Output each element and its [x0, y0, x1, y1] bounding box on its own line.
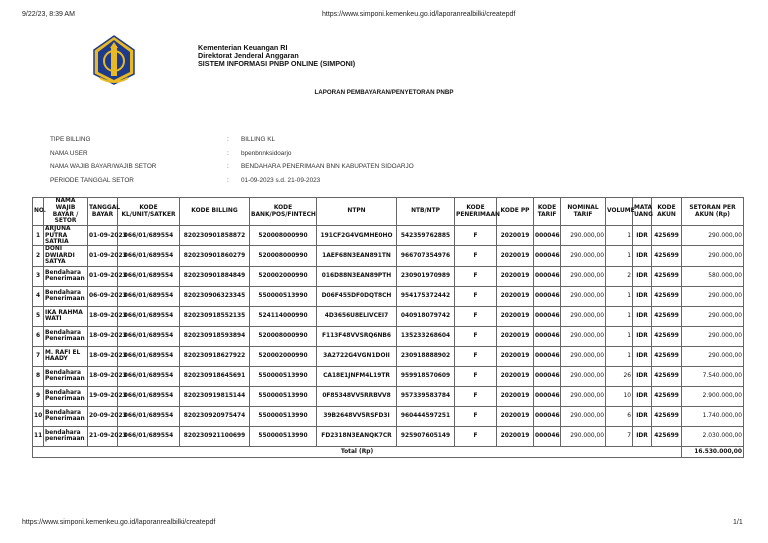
- account-deposit-cell: 2.900.000,00: [682, 386, 744, 406]
- table-row: [33, 346, 744, 366]
- header-cell: NO.: [33, 198, 44, 226]
- volume-cell: 26: [606, 366, 633, 386]
- table-header-row: [33, 198, 744, 226]
- row-number-cell: 2: [33, 246, 44, 266]
- info-label: TIPE BILLING: [50, 136, 91, 143]
- header-cell: NTPN: [317, 198, 397, 226]
- payment-date-cell: 20-09-2023: [88, 406, 118, 426]
- bank-code-cell: 520008000990: [250, 246, 317, 266]
- row-number-cell: 4: [33, 286, 44, 306]
- ntb-ntp-cell: 957339583784: [397, 386, 455, 406]
- info-colon: :: [227, 176, 229, 184]
- currency-cell: IDR: [633, 366, 652, 386]
- payer-name-cell: Bendahara Penerimaan: [44, 266, 88, 286]
- nominal-tariff-cell: 290.000,00: [561, 426, 606, 446]
- ntpn-cell: 3A2722G4VGN1DOII: [317, 346, 397, 366]
- receipt-code-cell: F: [455, 366, 497, 386]
- nominal-tariff-cell: 290.000,00: [561, 386, 606, 406]
- payer-name-cell: Bendahara Penerimaan: [44, 366, 88, 386]
- volume-cell: 2: [606, 266, 633, 286]
- bank-code-cell: 520008000990: [250, 326, 317, 346]
- payer-name-cell: bendahara penerimaan: [44, 426, 88, 446]
- billing-code-cell: 820230919815144: [180, 386, 250, 406]
- print-url: https://www.simponi.kemenkeu.go.id/laporanrealbilki/createpdf: [322, 11, 516, 18]
- header-cell: KODE BILLING: [180, 198, 250, 226]
- receipt-code-cell: F: [455, 426, 497, 446]
- pp-code-cell: 2020019: [497, 286, 534, 306]
- ntb-ntp-cell: 959918570609: [397, 366, 455, 386]
- nominal-tariff-cell: 290.000,00: [561, 286, 606, 306]
- footer-page-number: 1/1: [733, 519, 743, 526]
- volume-cell: 1: [606, 346, 633, 366]
- nominal-tariff-cell: 290.000,00: [561, 406, 606, 426]
- account-deposit-cell: 1.740.000,00: [682, 406, 744, 426]
- bank-code-cell: 524114000990: [250, 306, 317, 326]
- payment-date-cell: 19-09-2023: [88, 386, 118, 406]
- ntpn-cell: D06F455DF0DQT8CH: [317, 286, 397, 306]
- billing-code-cell: 820230901884849: [180, 266, 250, 286]
- account-code-cell: 425699: [652, 406, 682, 426]
- receipt-code-cell: F: [455, 386, 497, 406]
- account-deposit-cell: 290.000,00: [682, 226, 744, 246]
- billing-code-cell: 820230918627922: [180, 346, 250, 366]
- currency-cell: IDR: [633, 326, 652, 346]
- satker-code-cell: 066/01/689554: [118, 286, 180, 306]
- ntpn-cell: FD2318N3EANQK7CR: [317, 426, 397, 446]
- account-code-cell: 425699: [652, 266, 682, 286]
- table-row: [33, 266, 744, 286]
- billing-code-cell: 820230918593894: [180, 326, 250, 346]
- bank-code-cell: 520002000990: [250, 266, 317, 286]
- report-title: LAPORAN PEMBAYARAN/PENYETORAN PNBP: [314, 89, 454, 96]
- org-directorate: Direktorat Jenderal Anggaran: [198, 51, 299, 60]
- print-datetime: 9/22/23, 8:39 AM: [22, 11, 75, 18]
- header-cell: NTB/NTP: [397, 198, 455, 226]
- table-row: [33, 386, 744, 406]
- info-value: BENDAHARA PENERIMAAN BNN KABUPATEN SIDOARJO: [241, 163, 414, 170]
- ntpn-cell: 0F85348VV5RRBVV8: [317, 386, 397, 406]
- info-label: NAMA WAJIB BAYAR/WAJIB SETOR: [50, 163, 157, 170]
- info-value: bpenbnnksidoarjo: [241, 149, 292, 157]
- payer-name-cell: Bendahara Penerimaan: [44, 386, 88, 406]
- table-row: [33, 426, 744, 446]
- table-row: [33, 246, 744, 266]
- nominal-tariff-cell: 290.000,00: [561, 306, 606, 326]
- total-label: Total (Rp): [33, 446, 682, 457]
- tariff-code-cell: 000046: [534, 386, 561, 406]
- account-code-cell: 425699: [652, 326, 682, 346]
- row-number-cell: 6: [33, 326, 44, 346]
- tariff-code-cell: 000046: [534, 366, 561, 386]
- table-row: [33, 326, 744, 346]
- org-header: [198, 44, 355, 68]
- row-number-cell: 10: [33, 406, 44, 426]
- info-colon: :: [227, 163, 229, 170]
- volume-cell: 1: [606, 326, 633, 346]
- tariff-code-cell: 000046: [534, 406, 561, 426]
- account-code-cell: 425699: [652, 386, 682, 406]
- volume-cell: 1: [606, 246, 633, 266]
- org-system: SISTEM INFORMASI PNBP ONLINE (SIMPONI): [198, 59, 356, 68]
- nominal-tariff-cell: 290.000,00: [561, 266, 606, 286]
- table-row: [33, 306, 744, 326]
- org-ministry: Kementerian Keuangan RI: [198, 43, 288, 52]
- billing-code-cell: 820230918552135: [180, 306, 250, 326]
- table-row: [33, 226, 744, 246]
- table-row: [33, 286, 744, 306]
- billing-code-cell: 820230901858872: [180, 226, 250, 246]
- receipt-code-cell: F: [455, 326, 497, 346]
- header-cell: KODE KL/UNIT/SATKER: [118, 198, 180, 226]
- account-deposit-cell: 290.000,00: [682, 286, 744, 306]
- pp-code-cell: 2020019: [497, 326, 534, 346]
- satker-code-cell: 066/01/689554: [118, 226, 180, 246]
- ntpn-cell: 39B2648VV5RSFD3I: [317, 406, 397, 426]
- bank-code-cell: 520002000990: [250, 346, 317, 366]
- header-cell: SETORAN PER AKUN (Rp): [682, 198, 744, 226]
- currency-cell: IDR: [633, 266, 652, 286]
- volume-cell: 1: [606, 306, 633, 326]
- pp-code-cell: 2020019: [497, 306, 534, 326]
- tariff-code-cell: 000046: [534, 346, 561, 366]
- billing-code-cell: 820230921100699: [180, 426, 250, 446]
- row-number-cell: 5: [33, 306, 44, 326]
- account-deposit-cell: 580.000,00: [682, 266, 744, 286]
- nominal-tariff-cell: 290.000,00: [561, 226, 606, 246]
- header-cell: TANGGAL BAYAR: [88, 198, 118, 226]
- header-cell: NAMA WAJIB BAYAR / SETOR: [44, 198, 88, 226]
- payer-name-cell: Bendahara Penerimaan: [44, 406, 88, 426]
- payer-name-cell: M. RAFI EL HAADY: [44, 346, 88, 366]
- payer-name-cell: ARJUNA PUTRA SATRIA: [44, 226, 88, 246]
- account-code-cell: 425699: [652, 306, 682, 326]
- header-cell: NOMINAL TARIF: [561, 198, 606, 226]
- volume-cell: 1: [606, 286, 633, 306]
- currency-cell: IDR: [633, 386, 652, 406]
- satker-code-cell: 066/01/689554: [118, 246, 180, 266]
- satker-code-cell: 066/01/689554: [118, 426, 180, 446]
- account-deposit-cell: 290.000,00: [682, 326, 744, 346]
- payment-date-cell: 21-09-2023: [88, 426, 118, 446]
- volume-cell: 1: [606, 226, 633, 246]
- ntb-ntp-cell: 230901970989: [397, 266, 455, 286]
- pp-code-cell: 2020019: [497, 346, 534, 366]
- kemenkeu-emblem-icon: [88, 34, 140, 86]
- volume-cell: 6: [606, 406, 633, 426]
- ntb-ntp-cell: 542359762885: [397, 226, 455, 246]
- ntpn-cell: 1AEF68N3EAN891TN: [317, 246, 397, 266]
- payment-date-cell: 01-09-2023: [88, 226, 118, 246]
- account-code-cell: 425699: [652, 366, 682, 386]
- nominal-tariff-cell: 290.000,00: [561, 346, 606, 366]
- header-cell: KODE PENERIMAAN: [455, 198, 497, 226]
- ntb-ntp-cell: 230918888902: [397, 346, 455, 366]
- tariff-code-cell: 000046: [534, 426, 561, 446]
- footer-url: https://www.simponi.kemenkeu.go.id/laporanrealbilki/createpdf: [22, 519, 216, 526]
- account-deposit-cell: 290.000,00: [682, 246, 744, 266]
- pp-code-cell: 2020019: [497, 226, 534, 246]
- currency-cell: IDR: [633, 246, 652, 266]
- currency-cell: IDR: [633, 426, 652, 446]
- account-code-cell: 425699: [652, 226, 682, 246]
- tariff-code-cell: 000046: [534, 286, 561, 306]
- info-value: 01-09-2023 s.d. 21-09-2023: [241, 176, 321, 184]
- billing-code-cell: 820230920975474: [180, 406, 250, 426]
- ntb-ntp-cell: 966707354976: [397, 246, 455, 266]
- payment-date-cell: 18-09-2023: [88, 326, 118, 346]
- receipt-code-cell: F: [455, 306, 497, 326]
- pp-code-cell: 2020019: [497, 366, 534, 386]
- header-cell: KODE TARIF: [534, 198, 561, 226]
- payment-table: [32, 197, 744, 458]
- row-number-cell: 7: [33, 346, 44, 366]
- receipt-code-cell: F: [455, 286, 497, 306]
- payment-date-cell: 01-09-2023: [88, 246, 118, 266]
- ntpn-cell: 191CF2G4VGMHE0HO: [317, 226, 397, 246]
- bank-code-cell: 550000513990: [250, 366, 317, 386]
- account-deposit-cell: 290.000,00: [682, 346, 744, 366]
- payer-name-cell: DONI DWIARDI SATYA: [44, 246, 88, 266]
- header-cell: VOLUME: [606, 198, 633, 226]
- satker-code-cell: 066/01/689554: [118, 306, 180, 326]
- total-value: 16.530.000,00: [682, 446, 744, 457]
- receipt-code-cell: F: [455, 246, 497, 266]
- account-deposit-cell: 7.540.000,00: [682, 366, 744, 386]
- currency-cell: IDR: [633, 226, 652, 246]
- info-value: BILLING KL: [241, 136, 276, 143]
- tariff-code-cell: 000046: [534, 326, 561, 346]
- ntpn-cell: CA18E1JNFM4L19TR: [317, 366, 397, 386]
- account-code-cell: 425699: [652, 426, 682, 446]
- row-number-cell: 9: [33, 386, 44, 406]
- tariff-code-cell: 000046: [534, 306, 561, 326]
- account-deposit-cell: 290.000,00: [682, 306, 744, 326]
- pp-code-cell: 2020019: [497, 246, 534, 266]
- info-label: PERIODE TANGGAL SETOR: [50, 176, 134, 184]
- pp-code-cell: 2020019: [497, 266, 534, 286]
- satker-code-cell: 066/01/689554: [118, 406, 180, 426]
- payment-date-cell: 18-09-2023: [88, 306, 118, 326]
- receipt-code-cell: F: [455, 226, 497, 246]
- payment-date-cell: 06-09-2023: [88, 286, 118, 306]
- header-cell: MATA UANG: [633, 198, 652, 226]
- info-colon: :: [227, 136, 229, 143]
- nominal-tariff-cell: 290.000,00: [561, 366, 606, 386]
- nominal-tariff-cell: 290.000,00: [561, 326, 606, 346]
- header-cell: KODE BANK/POS/FINTECH: [250, 198, 317, 226]
- payment-date-cell: 18-09-2023: [88, 346, 118, 366]
- pp-code-cell: 2020019: [497, 406, 534, 426]
- header-cell: KODE PP: [497, 198, 534, 226]
- receipt-code-cell: F: [455, 266, 497, 286]
- satker-code-cell: 066/01/689554: [118, 386, 180, 406]
- pp-code-cell: 2020019: [497, 426, 534, 446]
- tariff-code-cell: 000046: [534, 266, 561, 286]
- bank-code-cell: 550000513990: [250, 426, 317, 446]
- billing-code-cell: 820230901860279: [180, 246, 250, 266]
- billing-code-cell: 820230918645691: [180, 366, 250, 386]
- row-number-cell: 8: [33, 366, 44, 386]
- tariff-code-cell: 000046: [534, 226, 561, 246]
- bank-code-cell: 550000513990: [250, 386, 317, 406]
- bank-code-cell: 520008000990: [250, 226, 317, 246]
- row-number-cell: 3: [33, 266, 44, 286]
- ntpn-cell: F113F48VVSRQ6NB6: [317, 326, 397, 346]
- ntpn-cell: 016D88N3EAN89PTH: [317, 266, 397, 286]
- ntpn-cell: 4D3656U8ELIVCEI7: [317, 306, 397, 326]
- ntb-ntp-cell: 960444597251: [397, 406, 455, 426]
- billing-code-cell: 820230906323345: [180, 286, 250, 306]
- satker-code-cell: 066/01/689554: [118, 346, 180, 366]
- account-code-cell: 425699: [652, 286, 682, 306]
- tariff-code-cell: 000046: [534, 246, 561, 266]
- satker-code-cell: 066/01/689554: [118, 366, 180, 386]
- pp-code-cell: 2020019: [497, 386, 534, 406]
- bank-code-cell: 550000513990: [250, 286, 317, 306]
- volume-cell: 7: [606, 426, 633, 446]
- receipt-code-cell: F: [455, 406, 497, 426]
- volume-cell: 10: [606, 386, 633, 406]
- info-label: NAMA USER: [50, 149, 88, 157]
- currency-cell: IDR: [633, 306, 652, 326]
- account-deposit-cell: 2.030.000,00: [682, 426, 744, 446]
- info-colon: :: [227, 149, 229, 157]
- table-row: [33, 406, 744, 426]
- payment-date-cell: 18-09-2023: [88, 366, 118, 386]
- row-number-cell: 1: [33, 226, 44, 246]
- header-cell: KODE AKUN: [652, 198, 682, 226]
- ntb-ntp-cell: 925907605149: [397, 426, 455, 446]
- table-row: [33, 366, 744, 386]
- ntb-ntp-cell: 954175372442: [397, 286, 455, 306]
- bank-code-cell: 550000513990: [250, 406, 317, 426]
- table-total-row: [33, 446, 744, 457]
- payer-name-cell: Bendahara Penerimaan: [44, 326, 88, 346]
- receipt-code-cell: F: [455, 346, 497, 366]
- nominal-tariff-cell: 290.000,00: [561, 246, 606, 266]
- currency-cell: IDR: [633, 346, 652, 366]
- account-code-cell: 425699: [652, 246, 682, 266]
- satker-code-cell: 066/01/689554: [118, 326, 180, 346]
- satker-code-cell: 066/01/689554: [118, 266, 180, 286]
- payment-date-cell: 01-09-2023: [88, 266, 118, 286]
- payer-name-cell: IKA RAHMA WATI: [44, 306, 88, 326]
- currency-cell: IDR: [633, 286, 652, 306]
- payer-name-cell: Bendahara Penerimaan: [44, 286, 88, 306]
- account-code-cell: 425699: [652, 346, 682, 366]
- row-number-cell: 11: [33, 426, 44, 446]
- ntb-ntp-cell: 135233268604: [397, 326, 455, 346]
- ntb-ntp-cell: 040918079742: [397, 306, 455, 326]
- currency-cell: IDR: [633, 406, 652, 426]
